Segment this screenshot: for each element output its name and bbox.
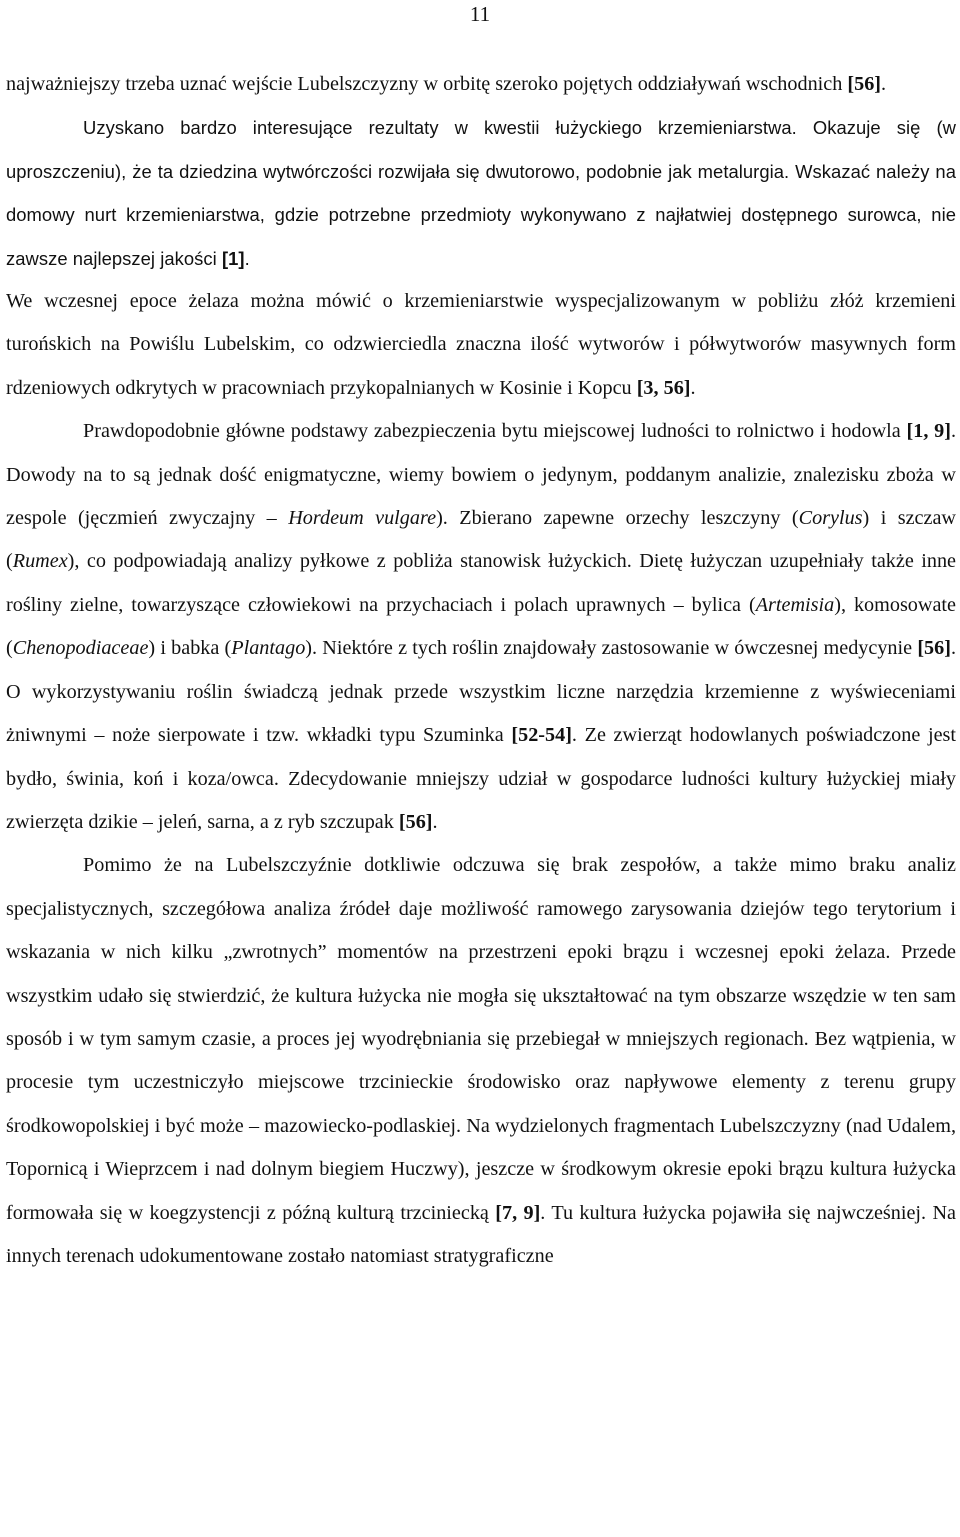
latin-taxon-name: Plantago — [231, 637, 306, 660]
paragraph-p5 — [6, 844, 956, 1278]
citation-reference: [1, 9] — [906, 420, 951, 443]
page-number: 11 — [469, 2, 491, 26]
paragraph-p4 — [6, 410, 956, 844]
text-run: ). Zbierano zapewne orzechy leszczyny ( — [436, 507, 799, 530]
text-run: . Dowody na to są jednak dość enigmatyczne, wiemy bowiem o jedynym, poddanym analizie, znalezisku zboża w zespole (jęczmień zwyczajny – — [6, 420, 956, 530]
latin-taxon-name: Chenopodiaceae — [12, 637, 149, 660]
citation-reference: [7, 9] — [495, 1201, 541, 1224]
citation-reference: [56] — [917, 637, 951, 660]
text-run: . O wykorzystywaniu roślin świadczą jednak przede wszystkim liczne narzędzia krzemienne z wyświeceniami żniwnymi – noże sierpowate i tzw. wkładki typu Szuminka — [6, 637, 956, 747]
text-run: . — [881, 73, 887, 95]
text-run: ), komosowate ( — [6, 593, 957, 660]
paragraph-p3 — [6, 280, 956, 410]
text-run: Uzyskano bardzo interesujące rezultaty w kwestii łużyckiego krzemieniarstwa. Okazuje się (w uproszczeniu), że ta dziedzina wytwórczości rozwijała się dwutorowo, podobnie jak metalurgia. Wskazać należy na domowy nurt krzemieniarstwa, gdzie potrzebne przedmioty wykonywano z najłatwiej dostępnego surowca, nie zawsze najlepszej jakości — [6, 117, 956, 269]
latin-taxon-name: Artemisia — [755, 593, 835, 616]
text-run: We wczesnej epoce żelaza można mówić o krzemieniarstwie wyspecjalizowanym w pobliżu złóż krzemieni turońskich na Powiślu Lubelskim, co odzwierciedla znaczna ilość wytworów i półwytworów masywnych form rdzeniowych odkrytych w pracowniach przykopalnianych w Kosinie i Kopcu — [6, 290, 956, 399]
text-run: . — [244, 247, 250, 269]
citation-reference: [52-54] — [511, 724, 572, 747]
text-run: . Tu kultura łużycka pojawiła się najwcześniej. Na innych terenach udokumentowane zostało natomiast stratygraficzne — [6, 1201, 956, 1267]
latin-taxon-name: Corylus — [798, 507, 863, 530]
text-run: Prawdopodobnie główne podstawy zabezpieczenia bytu miejscowej ludności to rolnictwo i hodowla — [83, 420, 907, 443]
text-run: . Ze zwierząt hodowlanych poświadczone jest bydło, świnia, koń i koza/owca. Zdecydowanie mniejszy udział w gospodarce ludności kultury łużyckiej miały zwierzęta dzikie – jeleń, sarna, a z ryb szczupak — [6, 724, 957, 833]
text-run: . — [432, 810, 438, 833]
latin-taxon-name: Hordeum vulgare — [288, 507, 437, 530]
paragraph-p1 — [6, 63, 956, 106]
citation-reference: [56] — [398, 810, 433, 833]
text-run: ), co podpowiadają analizy pyłkowe z pobliża stanowisk łużyckich. Dietę łużyczan uzupełniały także inne rośliny zielne, towarzyszące człowiekowi na przychaciach i polach uprawnych – bylica ( — [6, 550, 956, 616]
text-run: . — [690, 376, 696, 399]
text-run: ) i szczaw ( — [6, 507, 956, 573]
citation-reference: [3, 56] — [636, 376, 691, 399]
latin-taxon-name: Rumex — [12, 550, 68, 573]
text-run: Pomimo że na Lubelszczyźnie dotkliwie odczuwa się brak zespołów, a także mimo braku analiz specjalistycznych, szczegółowa analiza źródeł daje możliwość ramowego zarysowania dziejów tego terytorium i wskazania w nich kilku „zwrotnych” momentów na przestrzeni epoki brązu i wczesnej epoki żelaza. Przede wszystkim udało się stwierdzić, że kultura łużycka nie mogła się ukształtować na tym obszarze wszędzie w ten sam sposób i w tym samym czasie, a proces jej wyodrębniania się przebiegał w mniejszych regionach. Bez wątpienia, w procesie tym uczestniczyło miejscowe trzcinieckie środowisko oraz napływowe elementy z terenu grupy środkowopolskiej i być może – mazowiecko-podlaskiej. Na wydzielonych fragmentach Lubelszczyzny (nad Udalem, Topornicą i Wieprzcem i nad dolnym biegiem Huczwy), jeszcze w środkowym okresie epoki brązu kultura łużycka formowała się w koegzystencji z późną kulturą trzciniecką — [6, 854, 956, 1224]
paragraph-p2 — [6, 106, 956, 280]
citation-reference: [1] — [221, 247, 245, 269]
text-run: ). Niektóre z tych roślin znajdowały zastosowanie w ówczesnej medycynie — [305, 637, 918, 660]
body-text — [6, 63, 956, 1278]
citation-reference: [56] — [847, 73, 882, 95]
text-run: ) i babka ( — [148, 637, 232, 660]
text-run: najważniejszy trzeba uznać wejście Lubelszczyzny w orbitę szeroko pojętych oddziaływań wschodnich — [6, 73, 848, 95]
